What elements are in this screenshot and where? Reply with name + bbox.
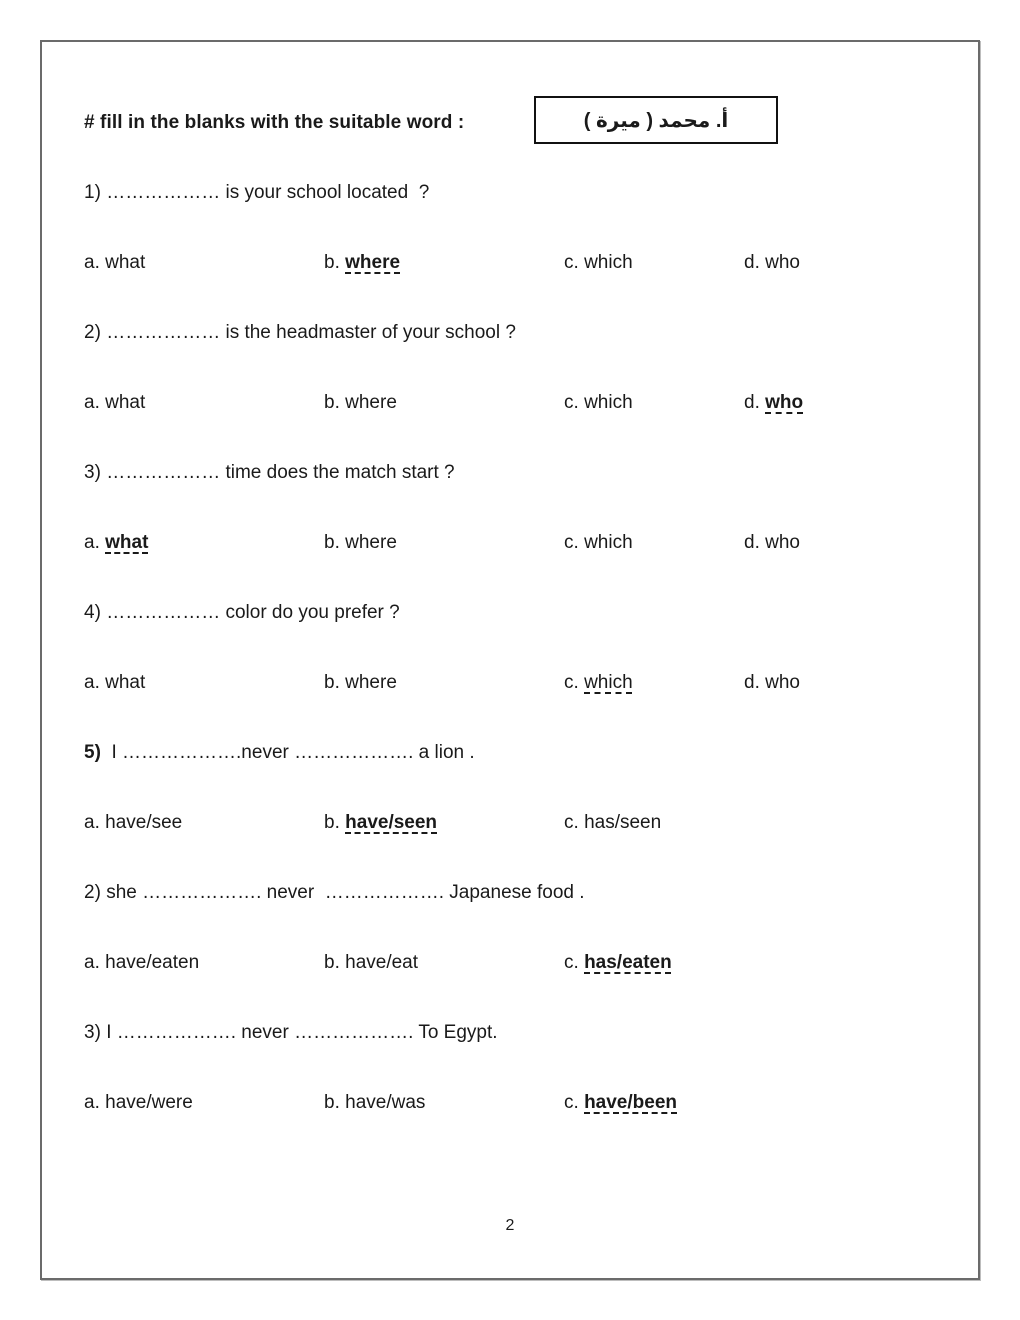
option-b: b. have/eat (324, 952, 419, 973)
question-text: ……………… time does the match start ? (106, 462, 455, 483)
option-d: d. who (744, 252, 800, 273)
question-6 (84, 882, 585, 904)
option-d-correct: d. who (744, 392, 804, 413)
option-b-correct: b. have/seen (324, 812, 438, 833)
option-a-correct: a. what (84, 532, 149, 553)
question-text: I ………………. never ………………. To Egypt. (106, 1022, 498, 1043)
question-text: ……………… is the headmaster of your school ? (106, 322, 516, 343)
option-d: d. who (744, 672, 800, 693)
question-number: 2) (84, 882, 101, 903)
question-text: ……………… is your school located ? (106, 182, 430, 203)
option-c-correct: c. which (564, 672, 633, 693)
teacher-name-box: أ. محمد ( ميرة ) (534, 96, 778, 144)
correct-answer: who (765, 392, 804, 413)
option-b-correct: b. where (324, 252, 401, 273)
correct-answer: have/been (584, 1092, 677, 1113)
question-4 (84, 602, 400, 624)
option-b: b. where (324, 392, 397, 413)
correct-answer: have/seen (345, 812, 438, 833)
question-number: 3) (84, 462, 101, 483)
question-text: I ……………….never ………………. a lion . (111, 742, 475, 763)
question-7 (84, 1022, 498, 1044)
option-a: a. have/were (84, 1092, 193, 1113)
correct-answer: where (345, 252, 401, 273)
question-1 (84, 182, 429, 204)
option-c-correct: c. have/been (564, 1092, 677, 1113)
page-number: 2 (505, 1217, 515, 1234)
option-a: a. have/see (84, 812, 183, 833)
question-text: she ………………. never ………………. Japanese food . (106, 882, 585, 903)
option-b: b. where (324, 672, 397, 693)
question-number: 4) (84, 602, 101, 623)
option-c: c. which (564, 252, 633, 273)
option-a: a. have/eaten (84, 952, 200, 973)
option-c-correct: c. has/eaten (564, 952, 672, 973)
question-number: 5) (84, 742, 101, 763)
question-2 (84, 322, 516, 344)
correct-answer: has/eaten (584, 952, 672, 973)
option-a: a. what (84, 672, 146, 693)
question-number: 3) (84, 1022, 101, 1043)
option-d: d. who (744, 532, 800, 553)
question-number: 1) (84, 182, 101, 203)
question-text: ……………… color do you prefer ? (106, 602, 400, 623)
option-c: c. which (564, 532, 633, 553)
option-a: a. what (84, 392, 146, 413)
question-3 (84, 462, 455, 484)
option-c: c. which (564, 392, 633, 413)
option-b: b. have/was (324, 1092, 426, 1113)
instruction-heading: # fill in the blanks with the suitable word : (84, 112, 465, 133)
question-5 (84, 742, 475, 764)
correct-answer: what (105, 532, 149, 553)
question-number: 2) (84, 322, 101, 343)
option-c: c. has/seen (564, 812, 662, 833)
option-b: b. where (324, 532, 397, 553)
correct-answer: which (584, 672, 633, 693)
option-a: a. what (84, 252, 146, 273)
